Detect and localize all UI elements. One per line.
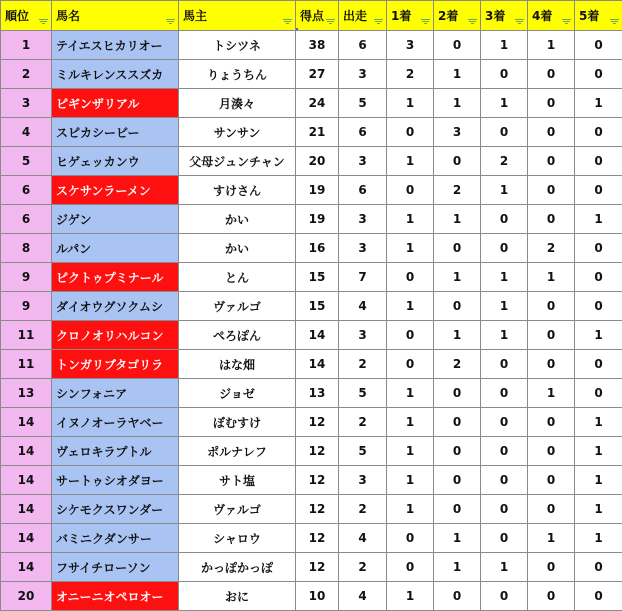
points-cell[interactable]: 38	[296, 31, 339, 60]
filter-icon[interactable]	[166, 18, 175, 25]
first-place-cell[interactable]: 0	[387, 176, 434, 205]
rank-cell[interactable]: 14	[1, 437, 52, 466]
owner-cell[interactable]: すけさん	[179, 176, 296, 205]
second-place-cell[interactable]: 1	[434, 321, 481, 350]
horse-name-cell[interactable]: ルパン	[52, 234, 179, 263]
header-label: 3着	[485, 9, 505, 23]
fifth-place-cell[interactable]: 0	[575, 582, 622, 611]
header-label: 馬主	[183, 9, 207, 23]
fourth-place-cell[interactable]: 1	[528, 31, 575, 60]
first-place-cell[interactable]: 0	[387, 350, 434, 379]
fourth-place-cell[interactable]: 0	[528, 437, 575, 466]
rank-cell[interactable]: 3	[1, 89, 52, 118]
points-cell[interactable]: 12	[296, 495, 339, 524]
starts-cell[interactable]: 3	[339, 466, 387, 495]
third-place-cell[interactable]: 1	[481, 263, 528, 292]
rank-cell[interactable]: 20	[1, 582, 52, 611]
fifth-place-cell[interactable]: 1	[575, 89, 622, 118]
points-cell[interactable]: 24	[296, 89, 339, 118]
second-place-cell[interactable]: 1	[434, 205, 481, 234]
fourth-place-cell[interactable]: 0	[528, 321, 575, 350]
first-place-cell[interactable]: 1	[387, 234, 434, 263]
first-place-cell[interactable]: 1	[387, 466, 434, 495]
horse-name-cell[interactable]: ヴェロキラプトル	[52, 437, 179, 466]
owner-cell[interactable]: とん	[179, 263, 296, 292]
horse-name-cell[interactable]: イヌノオーラヤベー	[52, 408, 179, 437]
header-label: 得点	[300, 9, 324, 23]
second-place-cell[interactable]: 1	[434, 263, 481, 292]
table-row	[1, 524, 622, 553]
owner-cell[interactable]: ぼむすけ	[179, 408, 296, 437]
third-header[interactable]	[481, 1, 528, 31]
horse-header[interactable]	[52, 1, 179, 31]
third-place-cell[interactable]: 0	[481, 524, 528, 553]
fifth-header[interactable]	[575, 1, 622, 31]
second-place-cell[interactable]: 1	[434, 524, 481, 553]
starts-cell[interactable]: 4	[339, 524, 387, 553]
third-place-cell[interactable]: 0	[481, 350, 528, 379]
second-place-cell[interactable]: 0	[434, 408, 481, 437]
header-label: 1着	[391, 9, 411, 23]
first-place-cell[interactable]: 0	[387, 118, 434, 147]
third-place-cell[interactable]: 2	[481, 147, 528, 176]
first-place-cell[interactable]: 0	[387, 524, 434, 553]
third-place-cell[interactable]: 1	[481, 176, 528, 205]
header-label: 馬名	[56, 9, 80, 23]
owner-cell[interactable]: はな畑	[179, 350, 296, 379]
third-place-cell[interactable]: 0	[481, 495, 528, 524]
points-cell[interactable]: 13	[296, 379, 339, 408]
first-place-cell[interactable]: 1	[387, 147, 434, 176]
table-row	[1, 234, 622, 263]
horse-name-cell[interactable]: スピカシービー	[52, 118, 179, 147]
horse-name-cell[interactable]: ジゲン	[52, 205, 179, 234]
table-row	[1, 582, 622, 611]
owner-cell[interactable]: かい	[179, 234, 296, 263]
filter-icon[interactable]	[562, 18, 571, 25]
owner-cell[interactable]: サト塩	[179, 466, 296, 495]
points-cell[interactable]: 19	[296, 176, 339, 205]
starts-cell[interactable]: 6	[339, 118, 387, 147]
owner-cell[interactable]: ポルナレフ	[179, 437, 296, 466]
fifth-place-cell[interactable]: 1	[575, 437, 622, 466]
fifth-place-cell[interactable]: 1	[575, 524, 622, 553]
starts-cell[interactable]: 3	[339, 147, 387, 176]
horse-name-cell[interactable]: ピギンザリアル	[52, 89, 179, 118]
table-row	[1, 495, 622, 524]
starts-cell[interactable]: 3	[339, 205, 387, 234]
second-header[interactable]	[434, 1, 481, 31]
second-place-cell[interactable]: 3	[434, 118, 481, 147]
starts-cell[interactable]: 6	[339, 31, 387, 60]
horse-name-cell[interactable]: ダイオウグソクムシ	[52, 292, 179, 321]
rank-cell[interactable]: 11	[1, 350, 52, 379]
table-row	[1, 408, 622, 437]
first-place-cell[interactable]: 1	[387, 89, 434, 118]
filter-icon[interactable]	[515, 18, 524, 25]
rank-cell[interactable]: 9	[1, 263, 52, 292]
fifth-place-cell[interactable]: 1	[575, 466, 622, 495]
owner-cell[interactable]: りょうちん	[179, 60, 296, 89]
filter-icon[interactable]	[326, 18, 335, 25]
points-cell[interactable]: 12	[296, 408, 339, 437]
starts-cell[interactable]: 5	[339, 379, 387, 408]
fifth-place-cell[interactable]: 0	[575, 379, 622, 408]
filter-icon[interactable]	[421, 18, 430, 25]
starts-cell[interactable]: 2	[339, 408, 387, 437]
horse-name-cell[interactable]: シンフォニア	[52, 379, 179, 408]
fourth-place-cell[interactable]: 0	[528, 582, 575, 611]
rank-cell[interactable]: 9	[1, 292, 52, 321]
owner-cell[interactable]: シャロウ	[179, 524, 296, 553]
fourth-place-cell[interactable]: 0	[528, 118, 575, 147]
first-place-cell[interactable]: 0	[387, 263, 434, 292]
owner-cell[interactable]: トシツネ	[179, 31, 296, 60]
third-place-cell[interactable]: 1	[481, 321, 528, 350]
table-row	[1, 437, 622, 466]
first-place-cell[interactable]: 3	[387, 31, 434, 60]
fifth-place-cell[interactable]: 0	[575, 292, 622, 321]
starts-cell[interactable]: 2	[339, 495, 387, 524]
owner-cell[interactable]: かっぽかっぽ	[179, 553, 296, 582]
header-label: 4着	[532, 9, 552, 23]
filter-icon[interactable]	[610, 18, 619, 25]
points-cell[interactable]: 19	[296, 205, 339, 234]
fifth-place-cell[interactable]: 0	[575, 118, 622, 147]
rank-cell[interactable]: 14	[1, 495, 52, 524]
owner-cell[interactable]: ヴァルゴ	[179, 495, 296, 524]
fourth-place-cell[interactable]: 0	[528, 350, 575, 379]
points-cell[interactable]: 21	[296, 118, 339, 147]
rank-cell[interactable]: 14	[1, 553, 52, 582]
owner-cell[interactable]: ジョゼ	[179, 379, 296, 408]
fifth-place-cell[interactable]: 0	[575, 31, 622, 60]
fifth-place-cell[interactable]: 0	[575, 147, 622, 176]
filter-icon[interactable]	[283, 18, 292, 25]
starts-cell[interactable]: 7	[339, 263, 387, 292]
fourth-place-cell[interactable]: 0	[528, 553, 575, 582]
fifth-place-cell[interactable]: 1	[575, 408, 622, 437]
points-cell[interactable]: 12	[296, 524, 339, 553]
selection-handle[interactable]	[296, 28, 299, 31]
fourth-place-cell[interactable]: 0	[528, 60, 575, 89]
fifth-place-cell[interactable]: 1	[575, 321, 622, 350]
first-place-cell[interactable]: 1	[387, 437, 434, 466]
rank-header[interactable]	[1, 1, 52, 31]
second-place-cell[interactable]: 2	[434, 176, 481, 205]
points-cell[interactable]: 20	[296, 147, 339, 176]
horse-name-cell[interactable]: オニーニオペロオー	[52, 582, 179, 611]
points-cell[interactable]: 14	[296, 350, 339, 379]
horse-name-cell[interactable]: ピクトゥプミナール	[52, 263, 179, 292]
fifth-place-cell[interactable]: 0	[575, 60, 622, 89]
rank-cell[interactable]: 1	[1, 31, 52, 60]
header-label: 出走	[343, 9, 367, 23]
owner-cell[interactable]: おに	[179, 582, 296, 611]
table-row	[1, 176, 622, 205]
first-place-cell[interactable]: 0	[387, 321, 434, 350]
points-cell[interactable]: 12	[296, 437, 339, 466]
horse-name-cell[interactable]: ミルキレンススズカ	[52, 60, 179, 89]
fourth-place-cell[interactable]: 0	[528, 495, 575, 524]
third-place-cell[interactable]: 0	[481, 379, 528, 408]
third-place-cell[interactable]: 0	[481, 466, 528, 495]
owner-cell[interactable]: かい	[179, 205, 296, 234]
third-place-cell[interactable]: 0	[481, 408, 528, 437]
second-place-cell[interactable]: 0	[434, 466, 481, 495]
fourth-place-cell[interactable]: 0	[528, 89, 575, 118]
starts-cell[interactable]: 5	[339, 437, 387, 466]
owner-cell[interactable]: サンサン	[179, 118, 296, 147]
first-place-cell[interactable]: 1	[387, 582, 434, 611]
horse-name-cell[interactable]: スケサンラーメン	[52, 176, 179, 205]
second-place-cell[interactable]: 0	[434, 582, 481, 611]
points-cell[interactable]: 12	[296, 553, 339, 582]
starts-cell[interactable]: 5	[339, 89, 387, 118]
first-place-cell[interactable]: 0	[387, 553, 434, 582]
table-row	[1, 60, 622, 89]
header-label: 5着	[579, 9, 599, 23]
rank-cell[interactable]: 11	[1, 321, 52, 350]
table-row	[1, 147, 622, 176]
fourth-place-cell[interactable]: 1	[528, 263, 575, 292]
first-place-cell[interactable]: 1	[387, 408, 434, 437]
rank-cell[interactable]: 14	[1, 524, 52, 553]
second-place-cell[interactable]: 0	[434, 495, 481, 524]
second-place-cell[interactable]: 0	[434, 147, 481, 176]
fifth-place-cell[interactable]: 0	[575, 350, 622, 379]
first-place-cell[interactable]: 1	[387, 205, 434, 234]
starts-header[interactable]	[339, 1, 387, 31]
fourth-place-cell[interactable]: 2	[528, 234, 575, 263]
third-place-cell[interactable]: 1	[481, 553, 528, 582]
horse-name-cell[interactable]: バミニクダンサー	[52, 524, 179, 553]
fourth-place-cell[interactable]: 1	[528, 524, 575, 553]
first-header[interactable]	[387, 1, 434, 31]
horse-name-cell[interactable]: フサイチローソン	[52, 553, 179, 582]
rank-cell[interactable]: 8	[1, 234, 52, 263]
owner-cell[interactable]: ぺろぽん	[179, 321, 296, 350]
horse-name-cell[interactable]: シケモクスワンダー	[52, 495, 179, 524]
table-row	[1, 553, 622, 582]
second-place-cell[interactable]: 0	[434, 292, 481, 321]
starts-cell[interactable]: 3	[339, 234, 387, 263]
horse-name-cell[interactable]: サートゥシオダヨー	[52, 466, 179, 495]
second-place-cell[interactable]: 1	[434, 553, 481, 582]
table-row	[1, 89, 622, 118]
table-row	[1, 321, 622, 350]
third-place-cell[interactable]: 1	[481, 89, 528, 118]
third-place-cell[interactable]: 0	[481, 437, 528, 466]
fifth-place-cell[interactable]: 1	[575, 495, 622, 524]
points-cell[interactable]: 14	[296, 321, 339, 350]
table-row	[1, 118, 622, 147]
points-cell[interactable]: 12	[296, 466, 339, 495]
third-place-cell[interactable]: 1	[481, 31, 528, 60]
owner-header[interactable]	[179, 1, 296, 31]
rank-cell[interactable]: 14	[1, 408, 52, 437]
fourth-header[interactable]	[528, 1, 575, 31]
owner-cell[interactable]: 父母ジュンチャン	[179, 147, 296, 176]
third-place-cell[interactable]: 0	[481, 582, 528, 611]
third-place-cell[interactable]: 0	[481, 60, 528, 89]
points-header[interactable]	[296, 1, 339, 31]
first-place-cell[interactable]: 1	[387, 379, 434, 408]
table-row	[1, 31, 622, 60]
fourth-place-cell[interactable]: 0	[528, 466, 575, 495]
starts-cell[interactable]: 6	[339, 176, 387, 205]
horse-name-cell[interactable]: テイエスヒカリオー	[52, 31, 179, 60]
second-place-cell[interactable]: 0	[434, 234, 481, 263]
fifth-place-cell[interactable]: 0	[575, 553, 622, 582]
horse-name-cell[interactable]: ヒゲェッカンウ	[52, 147, 179, 176]
fourth-place-cell[interactable]: 0	[528, 292, 575, 321]
rank-cell[interactable]: 6	[1, 176, 52, 205]
header-label: 順位	[5, 9, 29, 23]
owner-cell[interactable]: ヴァルゴ	[179, 292, 296, 321]
third-place-cell[interactable]: 0	[481, 118, 528, 147]
rank-cell[interactable]: 5	[1, 147, 52, 176]
points-cell[interactable]: 10	[296, 582, 339, 611]
second-place-cell[interactable]: 0	[434, 31, 481, 60]
second-place-cell[interactable]: 1	[434, 89, 481, 118]
fifth-place-cell[interactable]: 1	[575, 205, 622, 234]
first-place-cell[interactable]: 1	[387, 292, 434, 321]
fourth-place-cell[interactable]: 0	[528, 408, 575, 437]
rank-cell[interactable]: 14	[1, 466, 52, 495]
first-place-cell[interactable]: 2	[387, 60, 434, 89]
fourth-place-cell[interactable]: 1	[528, 379, 575, 408]
third-place-cell[interactable]: 0	[481, 205, 528, 234]
fourth-place-cell[interactable]: 0	[528, 176, 575, 205]
rank-cell[interactable]: 6	[1, 205, 52, 234]
points-cell[interactable]: 27	[296, 60, 339, 89]
second-place-cell[interactable]: 1	[434, 60, 481, 89]
horse-name-cell[interactable]: クロノオリハルコン	[52, 321, 179, 350]
header-row	[1, 1, 622, 31]
fifth-place-cell[interactable]: 0	[575, 263, 622, 292]
fourth-place-cell[interactable]: 0	[528, 147, 575, 176]
second-place-cell[interactable]: 2	[434, 350, 481, 379]
filter-icon[interactable]	[374, 18, 383, 25]
starts-cell[interactable]: 3	[339, 321, 387, 350]
table-row	[1, 205, 622, 234]
points-cell[interactable]: 15	[296, 263, 339, 292]
starts-cell[interactable]: 2	[339, 350, 387, 379]
points-cell[interactable]: 15	[296, 292, 339, 321]
starts-cell[interactable]: 4	[339, 582, 387, 611]
horse-name-cell[interactable]: トンガリブタゴリラ	[52, 350, 179, 379]
table-row	[1, 263, 622, 292]
rank-cell[interactable]: 13	[1, 379, 52, 408]
table-body	[1, 31, 622, 611]
table-row	[1, 466, 622, 495]
starts-cell[interactable]: 4	[339, 292, 387, 321]
fifth-place-cell[interactable]: 0	[575, 176, 622, 205]
table-row	[1, 292, 622, 321]
owner-cell[interactable]: 月湊々	[179, 89, 296, 118]
second-place-cell[interactable]: 0	[434, 379, 481, 408]
rank-cell[interactable]: 2	[1, 60, 52, 89]
filter-icon[interactable]	[468, 18, 477, 25]
second-place-cell[interactable]: 0	[434, 437, 481, 466]
rank-cell[interactable]: 4	[1, 118, 52, 147]
filter-icon[interactable]	[39, 18, 48, 25]
starts-cell[interactable]: 3	[339, 60, 387, 89]
third-place-cell[interactable]: 0	[481, 234, 528, 263]
starts-cell[interactable]: 2	[339, 553, 387, 582]
fourth-place-cell[interactable]: 0	[528, 205, 575, 234]
first-place-cell[interactable]: 1	[387, 495, 434, 524]
third-place-cell[interactable]: 1	[481, 292, 528, 321]
header-label: 2着	[438, 9, 458, 23]
fifth-place-cell[interactable]: 0	[575, 234, 622, 263]
table-row	[1, 379, 622, 408]
table-row	[1, 350, 622, 379]
points-cell[interactable]: 16	[296, 234, 339, 263]
